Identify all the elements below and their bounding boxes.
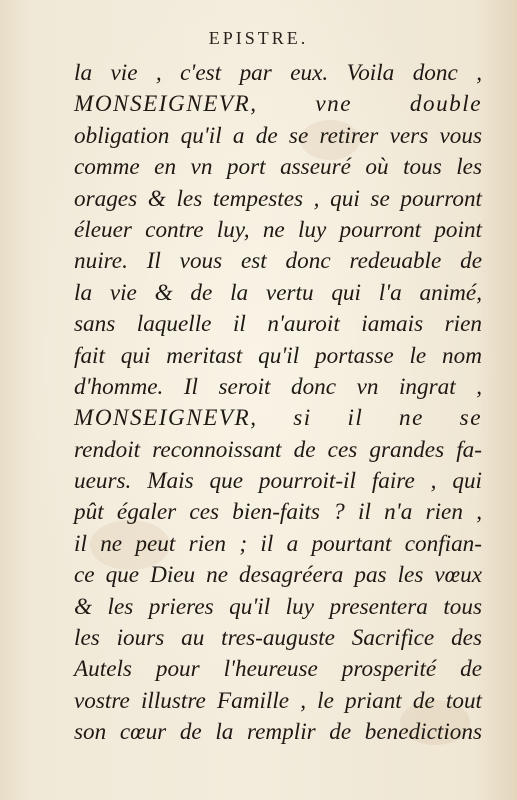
text-line: il ne peut rien ; il a pourtant confian- [74,530,482,557]
text-line: MONSEIGNEVR, si il ne se [74,405,482,432]
text-line: la vie , c'est par eux. Voila donc , [74,60,482,86]
text-line: orages & les tempestes , qui se pourront [74,185,482,212]
text-line: d'homme. Il seroit donc vn ingrat , [74,373,482,400]
text-line: nuire. Il vous est donc redeuable de [74,248,482,275]
body-text [74,58,482,749]
text-line: Autels pour l'heureuse prosperité de [74,656,482,683]
text-line: ce que Dieu ne desagréera pas les vœux [74,562,482,589]
text-line: MONSEIGNEVR, vne double [74,91,482,118]
text-line: pût égaler ces bien-faits ? il n'a rien , [74,499,482,526]
running-head: EPISTRE. [208,28,309,48]
text-line: obligation qu'il a de se retirer vers vous [74,122,482,149]
text-line: comme en vn port asseuré où tous les [74,154,482,181]
text-line: la vie & de la vertu qui l'a animé, [74,279,482,306]
text-line: ueurs. Mais que pourroit-il faire , qui [74,468,482,495]
text-line: éleuer contre luy, ne luy pourront point [74,216,482,243]
text-line: & les prieres qu'il luy presentera tous [74,593,482,620]
text-line: vostre illustre Famille , le priant de tout [74,687,482,714]
text-line: sans laquelle il n'auroit iamais rien [74,311,482,338]
text-line: rendoit reconnoissant de ces grandes fa- [74,436,482,463]
text-line: fait qui meritast qu'il portasse le nom [74,342,482,369]
text-line: son cœur de la remplir de benedictions [74,719,482,746]
text-line: les iours au tres-auguste Sacrifice des [74,625,482,652]
